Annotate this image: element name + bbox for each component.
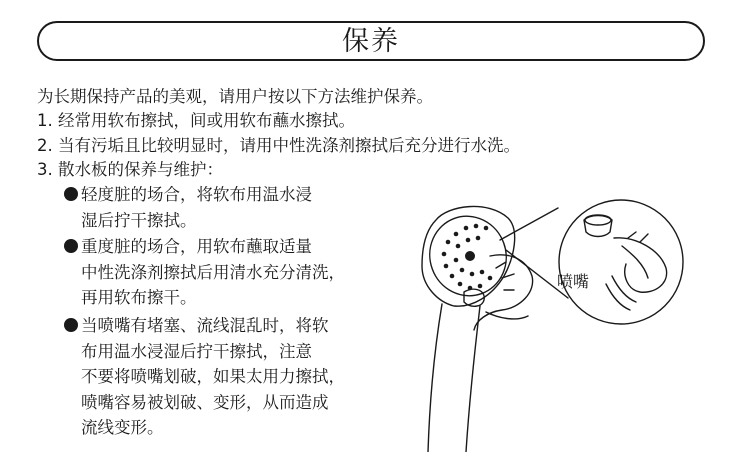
bullet-line: 布用温水浸湿后拧干擦拭，注意: [81, 341, 312, 361]
bullet-line: 喷嘴容易被划破、变形，从而造成: [81, 392, 329, 412]
bullet-dot: [64, 187, 78, 201]
shower-head-illustration: [408, 180, 734, 452]
intro-text: 为长期保持产品的美观，请用户按以下方法维护保养。: [37, 87, 433, 106]
bullet-line: 不要将喷嘴划破，如果太用力擦拭，: [81, 367, 345, 386]
step-1: 1. 经常用软布擦拭，间或用软布蘸水擦拭。: [37, 111, 355, 130]
bullet-line: 流线变形。: [81, 418, 164, 437]
bullet-line: 中性洗涤剂擦拭后用清水充分清洗，: [81, 262, 345, 282]
magnify-circle: [559, 200, 683, 324]
bullet-line: 重度脏的场合，用软布蘸取适量: [81, 237, 312, 256]
spray-holes: [442, 224, 493, 291]
nozzle-label: 喷嘴: [557, 272, 590, 291]
page-title: 保养: [342, 25, 400, 57]
bullet-line: 湿后拧干擦拭。: [81, 210, 197, 230]
bullet-dot: [64, 318, 78, 332]
step-3: 3. 散水板的保养与维护：: [37, 160, 223, 179]
handle-button: [464, 289, 484, 306]
bullet-line: 轻度脏的场合，将软布用温水浸: [81, 185, 312, 204]
bullet-line: 再用软布擦干。: [81, 288, 197, 307]
bullet-dot: [64, 239, 78, 253]
bullet-nozzle-clog: [64, 313, 345, 441]
step-2: 2. 当有污垢且比较明显时，请用中性洗涤剂擦拭后充分进行水洗。: [37, 136, 520, 155]
bullet-light-dirt: [64, 182, 312, 233]
shower-handle: [428, 304, 442, 452]
title-bar: [37, 21, 705, 61]
nozzle: [584, 216, 612, 237]
bullet-heavy-dirt: [64, 234, 345, 311]
bullet-line: 当喷嘴有堵塞、流线混乱时，将软: [81, 316, 329, 335]
